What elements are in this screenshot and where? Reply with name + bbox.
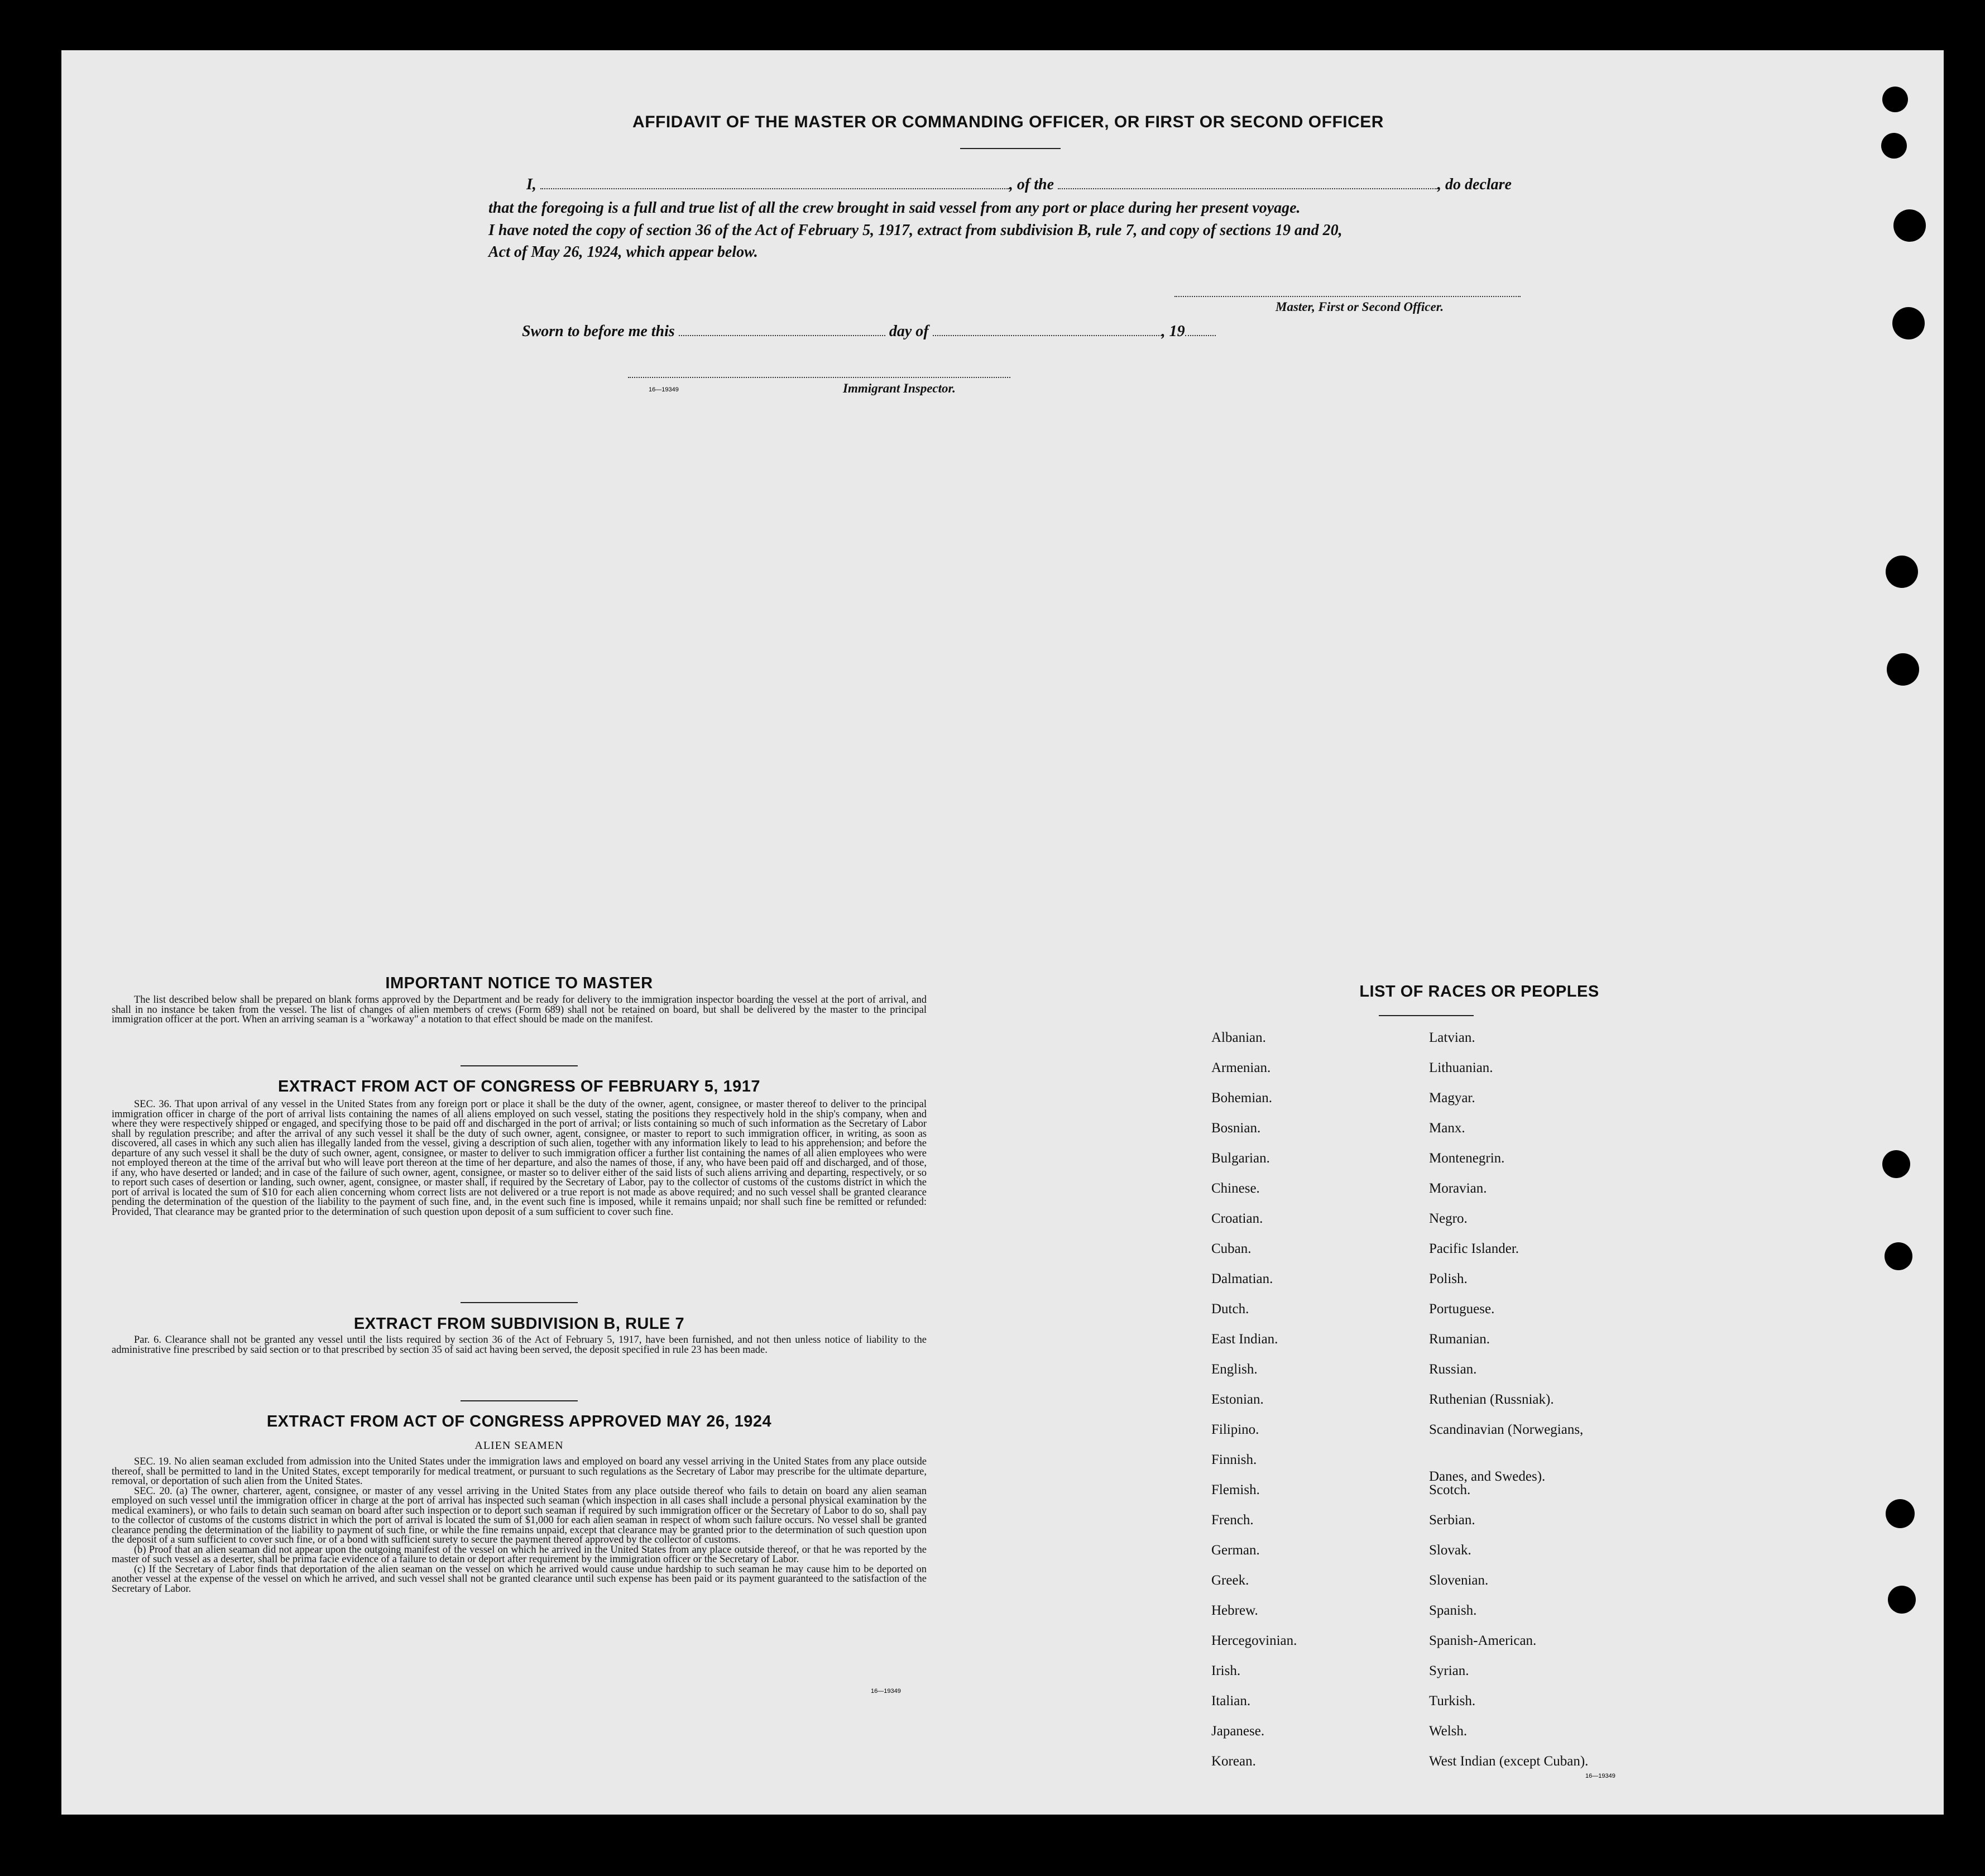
race-item: German.: [1211, 1543, 1260, 1558]
race-item: Portuguese.: [1429, 1301, 1495, 1317]
extract-1917-text: [112, 1100, 927, 1217]
divider: [461, 1302, 578, 1303]
extract-1924-heading: EXTRACT FROM ACT OF CONGRESS APPROVED MAY 26, 1924: [266, 1413, 772, 1430]
punch-hole: [1881, 133, 1907, 159]
race-item: Spanish.: [1429, 1603, 1477, 1618]
race-item: Spanish-American.: [1429, 1633, 1537, 1648]
races-divider: [1379, 1015, 1474, 1016]
affidavit-line-3: I have noted the copy of section 36 of the Act of February 5, 1917, extract from subdivision B, rule 7, and copy of sections 19 and 20,: [488, 222, 1342, 239]
sec-36-paragraph: SEC. 36. That upon arrival of any vessel in the United States from any foreign port or place it shall be the duty of the owner, agent, consignee, or master thereof to deliver to the principal immigration officer in charge of the port of arrival lists containing the names of all aliens employed on such vessel, stating the positions they respectively hold in the ship's company, when and where they were respectively shipped or engaged, and specifying those to be paid off and discharged in the port of arrival; or lists containing so much of such information as the Secretary of Labor shall by regulation prescribe; and after the arrival of any such vessel it shall be the duty of such owner, agent, consignee, or master to report to such immigration officer, in writing, as soon as discovered, all cases in which any such alien has illegally landed from the vessel, giving a description of such alien, together with any information likely to lead to his apprehension; and before the departure of any such vessel it shall be the duty of such owner, agent, consignee, or master to deliver to such immigration officer a further list containing the names of all alien employees who were not employed thereon at the time of the arrival but who will leave port thereon at the time of her departure, and also the names of those, if any, who have been paid off and discharged, and of those, if any, who have deserted or landed; and in case of the failure of such owner, agent, consignee, or master so to deliver either of the said lists of such aliens arriving and departing, respectively, or so to report such cases of desertion or landing, such owner, agent, consignee, or master shall, if required by the Secretary of Labor, pay to the collector of customs of the customs district in which the port of arrival is located the sum of $10 for each alien concerning whom correct lists are not delivered or a true report is not made as above required; and no such vessel shall be granted clearance pending the determination of the question of the liability to the payment of such fine, and, in the event such fine is imposed, while it remains unpaid; nor shall such fine be remitted or refunded: Provided, That clearance may be granted prior to the determination of such question upon deposit of a sum sufficient to cover such fine.: [112, 1099, 927, 1218]
notice-text: [112, 996, 927, 1025]
race-item: Slovak.: [1429, 1543, 1471, 1558]
extract-form-code: 16—19349: [871, 1688, 901, 1695]
punch-hole: [1886, 556, 1918, 588]
punch-hole: [1882, 1150, 1910, 1178]
signature-line[interactable]: [1174, 296, 1521, 297]
sworn-year-field[interactable]: [1185, 323, 1216, 336]
race-item: Hercegovinian.: [1211, 1633, 1297, 1648]
race-item: Bosnian.: [1211, 1121, 1261, 1136]
sworn-month-field[interactable]: [933, 323, 1162, 336]
race-item: Polish.: [1429, 1271, 1468, 1286]
race-item: Manx.: [1429, 1121, 1465, 1136]
race-item: Filipino.: [1211, 1422, 1259, 1437]
races-heading: LIST OF RACES OR PEOPLES: [1359, 983, 1599, 1001]
sec-20b-paragraph: (b) Proof that an alien seaman did not appear upon the outgoing manifest of the vessel on which he arrived in the United States from any place outside thereof, or that he was reported by the master of such vessel as a deserter, shall be prima facie evidence of a failure to detain or deport after requirement by the immigration officer or the Secretary of Labor.: [112, 1544, 927, 1565]
year-label: , 19: [1161, 323, 1185, 340]
notice-heading: IMPORTANT NOTICE TO MASTER: [385, 974, 653, 992]
declare-suffix: , do declare: [1437, 176, 1512, 193]
race-item: Hebrew.: [1211, 1603, 1258, 1618]
race-item: Croatian.: [1211, 1211, 1263, 1226]
race-item: Dutch.: [1211, 1301, 1249, 1317]
notice-paragraph: The list described below shall be prepared on blank forms approved by the Department and be ready for delivery to the immigration inspector boarding the vessel at the port of arrival, and shall in no instance be taken from the vessel. The list of changes of alien members of crews (Form 689) shall not be retained on board, but shall be delivered by the master to the principal immigration officer at the port. When an arriving seaman is a "workaway" a notation to that effect should be made on the manifest.: [112, 994, 927, 1025]
race-item: Finnish.: [1211, 1452, 1257, 1467]
vessel-name-field[interactable]: [1058, 176, 1437, 189]
race-item: Serbian.: [1429, 1513, 1475, 1528]
extract-1924-text: [112, 1457, 927, 1594]
punch-hole: [1892, 307, 1925, 339]
form-page: [61, 50, 1944, 1815]
race-item: Greek.: [1211, 1573, 1249, 1588]
alien-seamen-subheading: ALIEN SEAMEN: [474, 1439, 564, 1452]
race-item: Armenian.: [1211, 1060, 1271, 1075]
race-item: West Indian (except Cuban).: [1429, 1754, 1589, 1769]
race-item: Cuban.: [1211, 1241, 1252, 1256]
punch-hole: [1887, 653, 1919, 686]
affiant-prefix: I,: [526, 176, 536, 193]
race-item: Japanese.: [1211, 1724, 1265, 1739]
inspector-signature-line[interactable]: [628, 377, 1010, 378]
extract-rule7-text: [112, 1336, 927, 1355]
affidavit-heading: AFFIDAVIT OF THE MASTER OR COMMANDING OFFICER, OR FIRST OR SECOND OFFICER: [632, 113, 1384, 131]
race-item: Syrian.: [1429, 1663, 1469, 1678]
race-item: Lithuanian.: [1429, 1060, 1493, 1075]
heading-divider: [960, 148, 1061, 149]
race-item: Albanian.: [1211, 1030, 1266, 1045]
race-item: East Indian.: [1211, 1332, 1278, 1347]
race-item: Montenegrin.: [1429, 1151, 1505, 1166]
sworn-label: Sworn to before me this: [522, 323, 675, 340]
race-item: Pacific Islander.: [1429, 1241, 1519, 1256]
sec-20a-paragraph: SEC. 20. (a) The owner, charterer, agent, consignee, or master of any vessel arriving in the United States from any place outside thereof who fails to detain on board any alien seaman employed on such vessel until the immigration officer in charge at the port of arrival has inspected such seaman (which inspection in all cases shall include a personal physical examination by the medical examiners), or who fails to detain such seaman on board after such inspection or to deport such seaman if required by such immigration officer or the Secretary of Labor to do so, shall pay to the collector of customs of the customs district in which the port of arrival is located the sum of $1,000 for each alien seaman in respect of whom such failure occurs. No vessel shall be granted clearance pending the determination of the liability to payment of such fine, or while the fine remains unpaid, except that clearance may be granted prior to the determination of such question upon the deposit of a sum sufficient to cover such fine, or of a bond with sufficient surety to secure the payment thereof approved by the collector of customs.: [112, 1485, 927, 1545]
races-form-code: 16—19349: [1585, 1773, 1615, 1779]
affidavit-form-code: 16—19349: [649, 386, 679, 393]
race-item: Bulgarian.: [1211, 1151, 1270, 1166]
race-item: Flemish.: [1211, 1482, 1260, 1497]
inspector-label: Immigrant Inspector.: [843, 381, 956, 395]
race-item: Korean.: [1211, 1754, 1256, 1769]
race-item: Negro.: [1429, 1211, 1468, 1226]
affidavit-line-2: that the foregoing is a full and true list of all the crew brought in said vessel from any port or place during her present voyage.: [488, 199, 1301, 217]
race-item: Italian.: [1211, 1693, 1251, 1708]
race-item: Rumanian.: [1429, 1332, 1490, 1347]
race-item: Moravian.: [1429, 1181, 1487, 1196]
sec-20c-paragraph: (c) If the Secretary of Labor finds that deportation of the alien seaman on the vessel on which he arrived would cause undue hardship to such seaman he may cause him to be deported on another vessel at the expense of the vessel on which he arrived, and such vessel shall not be granted clearance until such expense has been paid or its payment guaranteed to the satisfaction of the Secretary of Labor.: [112, 1563, 927, 1595]
race-item: Scandinavian (Norwegians,: [1429, 1422, 1584, 1437]
punch-hole: [1886, 1499, 1915, 1528]
punch-hole: [1888, 1586, 1916, 1614]
extract-rule7-heading: EXTRACT FROM SUBDIVISION B, RULE 7: [353, 1315, 685, 1333]
race-item: Scotch.: [1429, 1482, 1471, 1497]
race-item: Slovenian.: [1429, 1573, 1489, 1588]
divider: [461, 1400, 578, 1401]
affidavit-line-1: [526, 176, 1609, 194]
sworn-day-field[interactable]: [679, 323, 885, 336]
divider: [461, 1065, 578, 1066]
race-item: Turkish.: [1429, 1693, 1476, 1708]
affiant-name-field[interactable]: [540, 176, 1009, 189]
race-item: Welsh.: [1429, 1724, 1468, 1739]
extract-1917-heading: EXTRACT FROM ACT OF CONGRESS OF FEBRUARY 5, 1917: [277, 1078, 761, 1095]
punch-hole: [1893, 209, 1926, 242]
race-item: Dalmatian.: [1211, 1271, 1273, 1286]
sworn-line: [522, 323, 1216, 341]
race-item: Chinese.: [1211, 1181, 1260, 1196]
affidavit-line-4: Act of May 26, 1924, which appear below.: [488, 243, 758, 261]
race-item: Irish.: [1211, 1663, 1241, 1678]
sec-19-paragraph: SEC. 19. No alien seaman excluded from admission into the United States under the immigration laws and employed on board any vessel arriving in the United States from any place outside thereof, shall be permitted to land in the United States, except temporarily for medical treatment, or pursuant to such regulations as the Secretary of Labor may prescribe for the ultimate departure, removal, or deportation of such alien from the United States.: [112, 1456, 927, 1487]
punch-hole: [1882, 87, 1908, 112]
race-item: French.: [1211, 1513, 1254, 1528]
day-of-label: day of: [889, 323, 929, 340]
race-item: Danes, and Swedes).: [1429, 1469, 1546, 1484]
race-item: Magyar.: [1429, 1090, 1475, 1106]
par-6-paragraph: Par. 6. Clearance shall not be granted any vessel until the lists required by section 36 of the Act of February 5, 1917, have been furnished, and not then unless notice of liability to the administrative fine prescribed by said section or to that prescribed by section 35 of said act having been served, the deposit specified in rule 23 has been made.: [112, 1334, 927, 1356]
vessel-prefix: , of the: [1009, 176, 1054, 193]
race-item: Russian.: [1429, 1362, 1477, 1377]
race-item: Bohemian.: [1211, 1090, 1273, 1106]
race-item: English.: [1211, 1362, 1258, 1377]
signature-label: Master, First or Second Officer.: [1276, 300, 1444, 314]
punch-hole: [1885, 1242, 1912, 1270]
race-item: Ruthenian (Russniak).: [1429, 1392, 1554, 1407]
race-item: Latvian.: [1429, 1030, 1475, 1045]
race-item: Estonian.: [1211, 1392, 1264, 1407]
